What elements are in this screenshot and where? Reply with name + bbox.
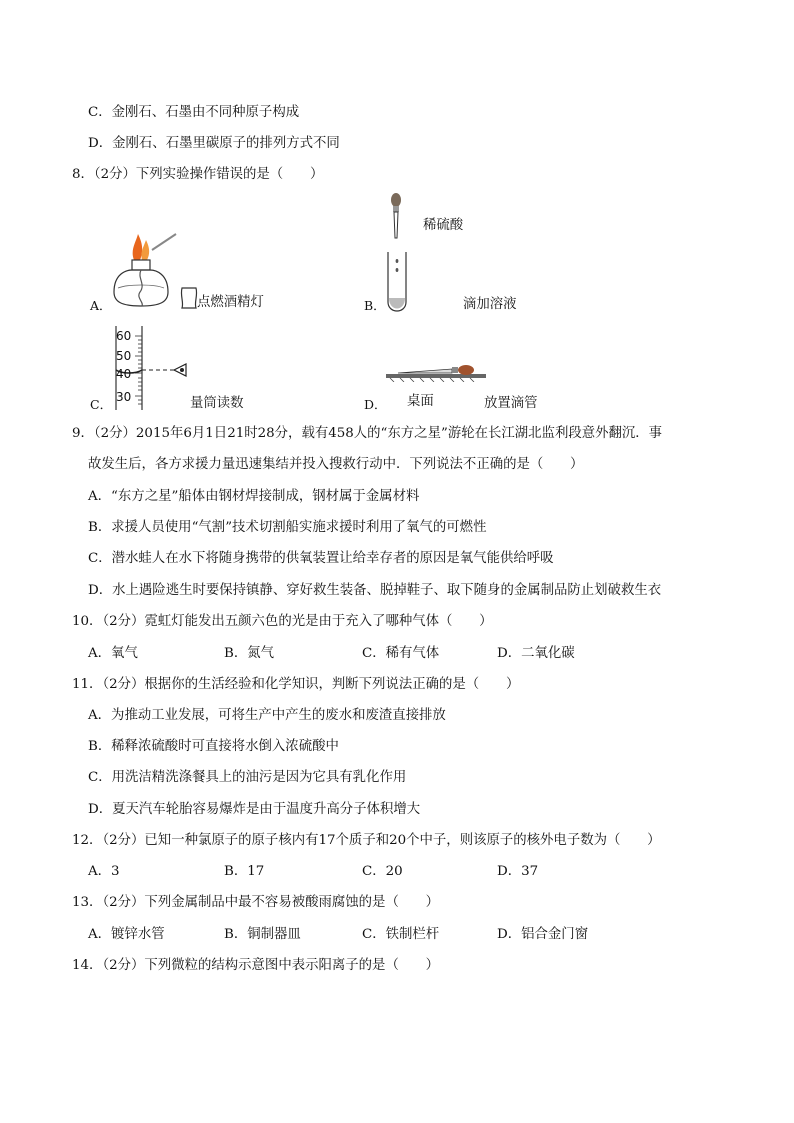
q9-stem-line2: 故发生后，各方求援力量迅速集结并投入搜救行动中．下列说法不正确的是（ ） — [88, 457, 584, 472]
dropper-test-tube-figure — [385, 190, 415, 318]
dropper-bulb-icon — [391, 193, 401, 207]
q8-fig-c-tick-50: 50 — [116, 349, 132, 363]
q9-option-b: B．求援人员使用“气割”技术切割船实施求援时利用了氧气的可燃性 — [88, 520, 487, 535]
q11-option-b: B．稀释浓硫酸时可直接将水倒入浓硫酸中 — [88, 739, 339, 754]
dropper-bulb-icon — [458, 365, 474, 375]
q8-fig-b-caption: 滴加溶液 — [463, 297, 517, 312]
q11-option-a: A．为推动工业发展，可将生产中产生的废水和废渣直接排放 — [88, 708, 446, 723]
q12-option-a: A．3 — [88, 864, 120, 879]
q11-option-d: D．夏天汽车轮胎容易爆炸是由于温度升高分子体积增大 — [88, 802, 421, 817]
q10-option-c: C．稀有气体 — [362, 646, 440, 661]
q8-fig-d-table-label: 桌面 — [407, 394, 434, 409]
q9-stem-line1: 9．（2分）2015年6月1日21时28分，载有458人的“东方之星”游轮在长江湖北监利段意外翻沉．事 — [72, 426, 663, 441]
q10-option-a: A．氧气 — [88, 646, 138, 661]
q8-fig-d-caption: 放置滴管 — [484, 396, 538, 411]
q8-fig-b-letter: B． — [364, 298, 386, 313]
q13-option-b: B．铜制器皿 — [224, 927, 301, 942]
q12-stem: 12．（2分）已知一种氯原子的原子核内有17个质子和20个中子，则该原子的核外电子数为（ ） — [72, 833, 661, 848]
q8-fig-d-letter: D． — [364, 397, 387, 412]
q10-option-b: B．氮气 — [224, 646, 275, 661]
q7-option-d: D．金刚石、石墨里碳原子的排列方式不同 — [88, 136, 340, 151]
q8-fig-a-caption: 点燃酒精灯 — [197, 295, 264, 310]
q8-fig-b-label: 稀硫酸 — [423, 218, 464, 233]
q13-option-a: A．镀锌水管 — [88, 927, 165, 942]
q8-fig-c-letter: C． — [90, 397, 113, 412]
q10-option-d: D．二氧化碳 — [497, 646, 575, 661]
q9-option-d: D．水上遇险逃生时要保持镇静、穿好救生装备、脱掉鞋子、取下随身的金属制品防止划破救生衣 — [88, 583, 662, 598]
q13-stem: 13．（2分）下列金属制品中最不容易被酸雨腐蚀的是（ ） — [72, 895, 440, 910]
q10-options — [88, 645, 708, 663]
flame-icon — [133, 234, 143, 260]
dropper-on-table-figure — [386, 360, 486, 382]
q8-stem: 8．（2分）下列实验操作错误的是（ ） — [72, 167, 324, 182]
q12-option-c: C．20 — [362, 864, 403, 879]
q9-option-c: C．潜水蛙人在水下将随身携带的供氧装置让给幸存者的原因是氧气能供给呼吸 — [88, 551, 554, 566]
q8-fig-c-tick-60: 60 — [116, 329, 132, 343]
q14-stem: 14．（2分）下列微粒的结构示意图中表示阳离子的是（ ） — [72, 958, 440, 973]
q12-options — [88, 863, 708, 881]
q11-option-c: C．用洗洁精洗涤餐具上的油污是因为它具有乳化作用 — [88, 770, 407, 785]
q8-fig-c-tick-30: 30 — [116, 390, 132, 404]
q8-fig-c-caption: 量筒读数 — [190, 396, 244, 411]
q9-option-a: A．“东方之星”船体由钢材焊接制成，钢材属于金属材料 — [88, 489, 420, 504]
q7-option-c: C．金刚石、石墨由不同种原子构成 — [88, 105, 300, 120]
alcohol-lamp-figure — [102, 222, 202, 312]
q13-option-d: D．铝合金门窗 — [497, 927, 589, 942]
q8-fig-c-tick-40: 40 — [116, 367, 132, 381]
q12-option-b: B．17 — [224, 864, 265, 879]
q8-fig-a-letter: A． — [90, 298, 112, 313]
q13-options — [88, 926, 708, 944]
q13-option-c: C．铁制栏杆 — [362, 927, 440, 942]
q12-option-d: D．37 — [497, 864, 539, 879]
q10-stem: 10．（2分）霓虹灯能发出五颜六色的光是由于充入了哪种气体（ ） — [72, 614, 493, 629]
q11-stem: 11．（2分）根据你的生活经验和化学知识，判断下列说法正确的是（ ） — [72, 677, 520, 692]
